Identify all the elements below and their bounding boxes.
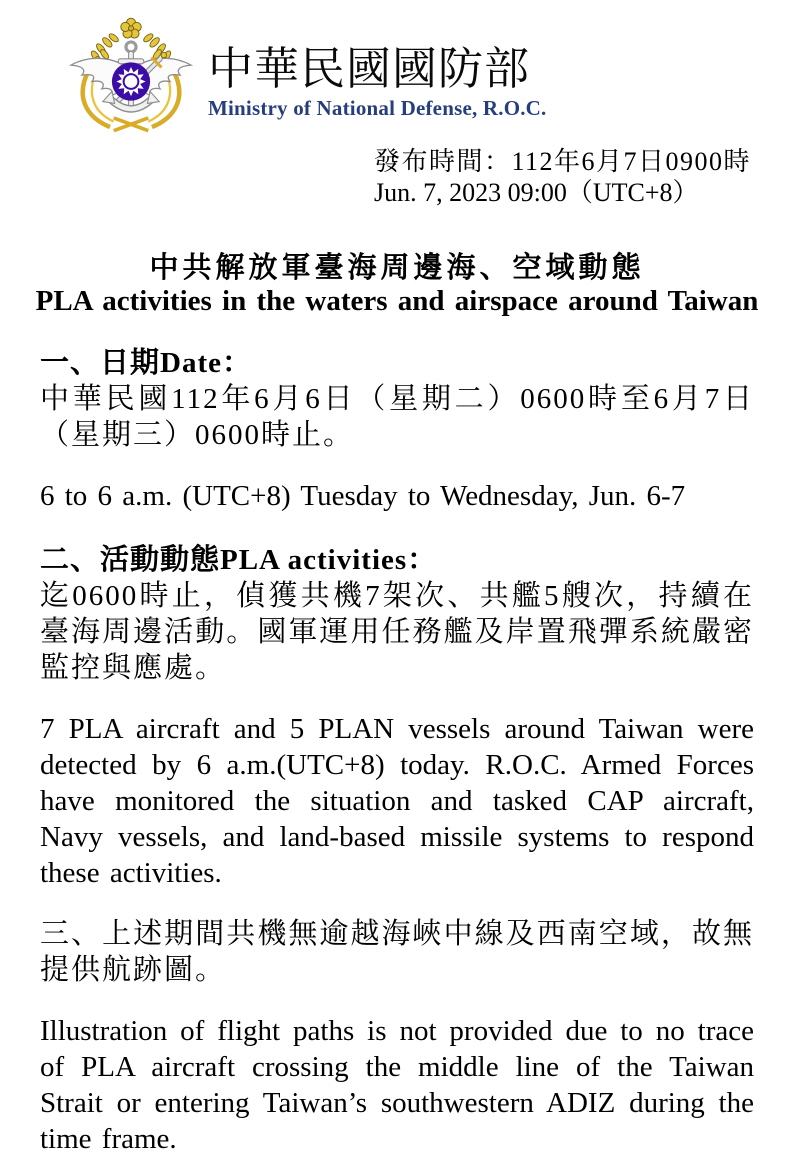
section-date-body-en: 6 to 6 a.m. (UTC+8) Tuesday to Wednesday, Jun. 6-7 <box>40 480 686 512</box>
document-title-en: PLA activities in the waters and airspace around Taiwan <box>35 285 759 317</box>
release-time-en: Jun. 7, 2023 09:00（UTC+8） <box>374 178 699 207</box>
section-flight-path-note <box>40 916 754 1157</box>
section-flight-path-note-zh: 三、上述期間共機無逾越海峽中線及西南空域，故無提供航跡圖。 <box>40 918 754 986</box>
press-release-page <box>0 16 794 1155</box>
section-activities <box>40 542 754 891</box>
release-time-block <box>374 146 794 208</box>
ministry-name-zh: 中華民國國防部 <box>208 44 531 94</box>
document-title <box>0 252 794 317</box>
sun-icon <box>112 62 150 100</box>
section-date-heading: 一、日期Date： <box>40 347 252 379</box>
mnd-emblem-icon <box>58 16 204 138</box>
plum-blossom-icon <box>121 18 141 38</box>
masthead <box>58 16 794 138</box>
section-activities-body-zh: 迄0600時止，偵獲共機7架次、共艦5艘次，持續在臺海周邊活動。國軍運用任務艦及岸置飛彈系統嚴密監控與應處。 <box>40 580 754 684</box>
section-activities-heading: 二、活動動態PLA activities： <box>40 544 438 576</box>
section-date-body-zh: 中華民國112年6月6日（星期二）0600時至6月7日（星期三）0600時止。 <box>40 383 754 451</box>
document-title-zh: 中共解放軍臺海周邊海、空域動態 <box>149 252 645 284</box>
document-body <box>40 345 754 1157</box>
section-flight-path-note-en: Illustration of flight paths is not provided due to no trace of PLA aircraft crossing the middle line of the Taiwan Strait or entering Taiwan’s southwestern ADIZ during the time frame. <box>40 1015 754 1155</box>
ministry-name-en: Ministry of National Defense, R.O.C. <box>208 96 547 120</box>
section-date <box>40 345 754 514</box>
masthead-text <box>208 16 547 121</box>
section-activities-body-en: 7 PLA aircraft and 5 PLAN vessels around Taiwan were detected by 6 a.m.(UTC+8) today. R.O.C. Armed Forces have monitored the situation and tasked CAP aircraft, Navy vessels, and land-based missile systems to respond these activities. <box>40 713 754 889</box>
release-time-zh: 發布時間：112年6月7日0900時 <box>374 147 752 176</box>
